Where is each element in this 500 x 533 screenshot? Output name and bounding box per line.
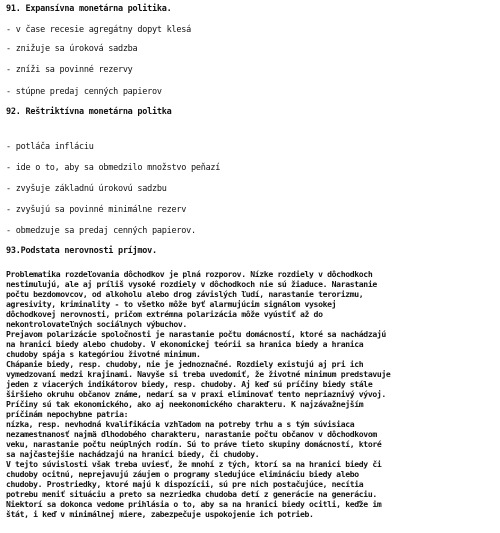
body-line: širšieho okruhu občanov známe, nedarí sa v praxi eliminovať tento nepriaznivý vývoj. bbox=[6, 389, 386, 399]
section-92-item: - ide o to, aby sa obmedzilo množstvo peňazí bbox=[6, 163, 221, 173]
body-line: potrebu meniť situáciu a preto sa nezriedka chudoba detí z generácie na generáciu. bbox=[6, 489, 377, 499]
body-line: veku, narastanie počtu neúplných rodín. Sú to práve tieto skupiny domácností, ktoré bbox=[6, 439, 382, 449]
section-91-heading: 91. Expansívna monetárna politika. bbox=[6, 4, 172, 14]
body-line: nestimulujú, ale aj príliš vysoké rozdiely v dôchodkoch nie sú žiaduce. Narastanie bbox=[6, 279, 377, 289]
body-line: počtu bezdomovcov, od alkoholu alebo drog závislých ľudí, narastanie terorizmu, bbox=[6, 289, 364, 299]
body-line: vymedzovaní medzi krajinami. Navyše si treba uvedomiť, že životné minimum predstavuje bbox=[6, 369, 391, 379]
body-line: Príčiny sú tak ekonomického, ako aj neekonomického charakteru. K najzávažnejším bbox=[6, 399, 364, 409]
body-line: agresivity, kriminality - to všetko môže byť alarmujúcim signálom vysokej bbox=[6, 299, 337, 309]
section-91-item: - stúpne predaj cenných papierov bbox=[6, 87, 162, 97]
body-line: chudoby. Prostriedky, ktoré majú k dispozícii, sú pre nich postačujúce, necítia bbox=[6, 479, 364, 489]
body-line: štát, i keď v minimálnej miere, zabezpečuje uspokojenie ich potrieb. bbox=[6, 509, 314, 519]
body-line: dôchodkovej nerovnosti, pričom extrémna polarizácia môže vyústiť až do bbox=[6, 309, 323, 319]
section-92-heading: 92. Reštriktívna monetárna politka bbox=[6, 107, 172, 117]
body-line: nezamestnanosť najmä dlhodobého charakteru, narastanie počtu občanov v dôchodkovom bbox=[6, 429, 377, 439]
section-93-heading: 93.Podstata nerovnosti príjmov. bbox=[6, 246, 157, 256]
body-line: Niektorí sa dokonca vedome prihlásia o to, aby sa na hranici biedy ocitli, keďže im bbox=[6, 499, 382, 509]
section-91-item: - v čase recesie agregátny dopyt klesá bbox=[6, 25, 191, 35]
body-line: na hranici biedy alebo chudoby. V ekonomickej teórii sa hranica biedy a hranica bbox=[6, 339, 364, 349]
body-line: chudoby ocitnú, neprejavujú záujem o programy sledujúce elimináciu biedy alebo bbox=[6, 469, 359, 479]
body-line: príčinám nepochybne patria: bbox=[6, 409, 129, 419]
section-91-item: - znižuje sa úroková sadzba bbox=[6, 44, 138, 54]
section-92-item: - zvyšujú sa povinné minimálne rezerv bbox=[6, 205, 187, 215]
body-line: Prejavom polarizácie spoločnosti je narastanie počtu domácností, ktoré sa nachádzajú bbox=[6, 329, 386, 339]
body-line: nekontrolovateľných sociálnych výbuchov. bbox=[6, 319, 187, 329]
body-line: sa najčastejšie nachádzajú na hranici biedy, či chudoby. bbox=[6, 449, 260, 459]
section-91-item: - zníži sa povinné rezervy bbox=[6, 65, 133, 75]
section-92-item: - potláča infláciu bbox=[6, 142, 94, 152]
section-92-item: - zvyšuje základnú úrokovú sadzbu bbox=[6, 184, 167, 194]
body-line: nízka, resp. nevhodná kvalifikácia vzhľadom na potreby trhu a s tým súvisiaca bbox=[6, 419, 355, 429]
body-line: Chápanie biedy, resp. chudoby, nie je jednoznačné. Rozdiely existujú aj pri ich bbox=[6, 359, 364, 369]
section-92-item: - obmedzuje sa predaj cenných papierov. bbox=[6, 226, 196, 236]
body-line: Problematika rozdeľovania dôchodkov je plná rozporov. Nízke rozdiely v dôchodkoch bbox=[6, 269, 373, 279]
body-line: jeden z viacerých indikátorov biedy, resp. chudoby. Aj keď sú príčiny biedy stále bbox=[6, 379, 373, 389]
body-line: chudoby spája s kategóriou životné minimum. bbox=[6, 349, 201, 359]
body-line: V tejto súvislosti však treba uviesť, že mnohí z tých, ktorí sa na hranici biedy či bbox=[6, 459, 382, 469]
